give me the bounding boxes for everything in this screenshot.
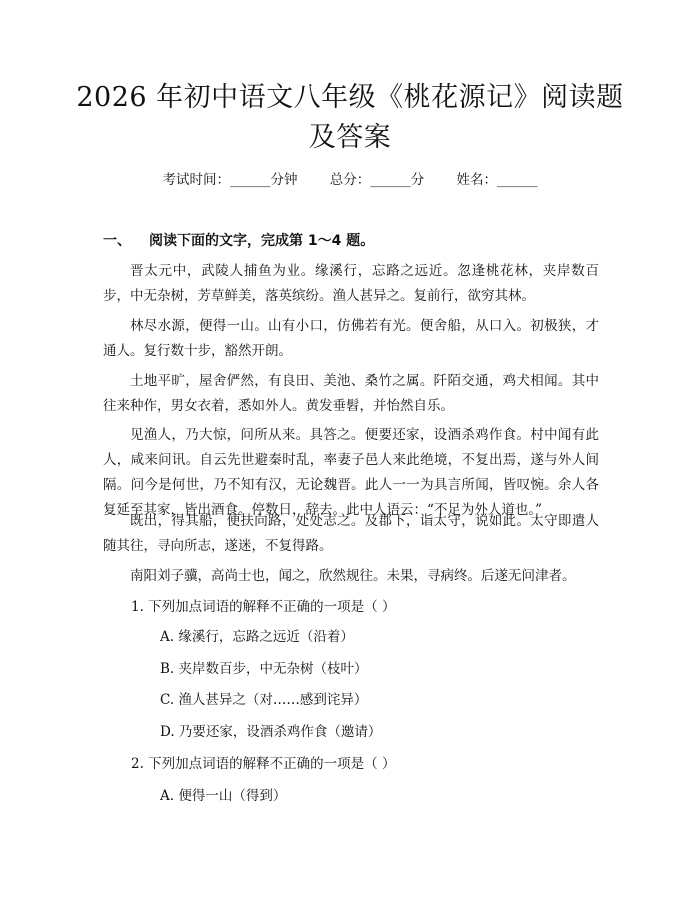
passage-paragraph-4: 见渔人，乃大惊，问所从来。具答之。便要还家，设酒杀鸡作食。村中闻有此人，咸来问讯。自云先世避秦时乱，率妻子邑人来此绝境，不复出焉，遂与外人间隔。问今是何世，乃不知有汉，无论魏晋。此人一一为具言所闻，皆叹惋。余人各复延至其家，皆出酒食。停数日，辞去。此中人语云：“不足为外人道也。”	[103, 427, 599, 518]
title-line-2: 及答案	[308, 122, 392, 153]
section-heading	[103, 230, 374, 250]
question-1-option-c: C. 渔人甚异之（对……感到诧异）	[160, 692, 368, 708]
exam-score: 总分：______分	[329, 172, 425, 188]
question-1-option-a: A. 缘溪行，忘路之远近（沿着）	[160, 629, 354, 645]
page-title	[60, 78, 640, 158]
section-number: 一、	[103, 233, 131, 249]
question-1-stem: 1. 下列加点词语的解释不正确的一项是（ ）	[131, 599, 396, 615]
passage-paragraph-1: 晋太元中，武陵人捕鱼为业。缘溪行，忘路之远近。忽逢桃花林，夹岸数百步，中无杂树，芳草鲜美，落英缤纷。渔人甚异之。复前行，欲穷其林。	[103, 263, 599, 304]
passage-paragraph-2: 林尽水源，便得一山。山有小口，仿佛若有光。便舍船，从口入。初极狭，才通人。复行数十步，豁然开朗。	[103, 318, 599, 359]
question-1-option-b: B. 夹岸数百步，中无杂树（枝叶）	[160, 661, 368, 677]
passage-paragraph-6: 南阳刘子骥，高尚士也，闻之，欣然规往。未果，寻病终。后遂无问津者。	[130, 568, 576, 584]
exam-name: 姓名：______	[456, 172, 538, 188]
title-line-1: 2026 年初中语文八年级《桃花源记》阅读题	[76, 82, 624, 113]
question-1-option-d: D. 乃要还家，设酒杀鸡作食（邀请）	[160, 724, 382, 740]
question-2-stem: 2. 下列加点词语的解释不正确的一项是（ ）	[131, 756, 396, 772]
passage-paragraph-5: 既出，得其船，便扶向路，处处志之。及郡下，诣太守，说如此。太守即遣人随其往，寻向所志，遂迷，不复得路。	[103, 513, 599, 554]
question-2-option-a: A. 便得一山（得到）	[160, 788, 287, 804]
exam-time: 考试时间：______分钟	[162, 172, 298, 188]
exam-info	[0, 168, 700, 188]
section-instruction: 阅读下面的文字，完成第 1～4 题。	[149, 233, 375, 249]
passage-paragraph-3: 土地平旷，屋舍俨然，有良田、美池、桑竹之属。阡陌交通，鸡犬相闻。其中往来种作，男女衣着，悉如外人。黄发垂髫，并怡然自乐。	[103, 373, 599, 414]
